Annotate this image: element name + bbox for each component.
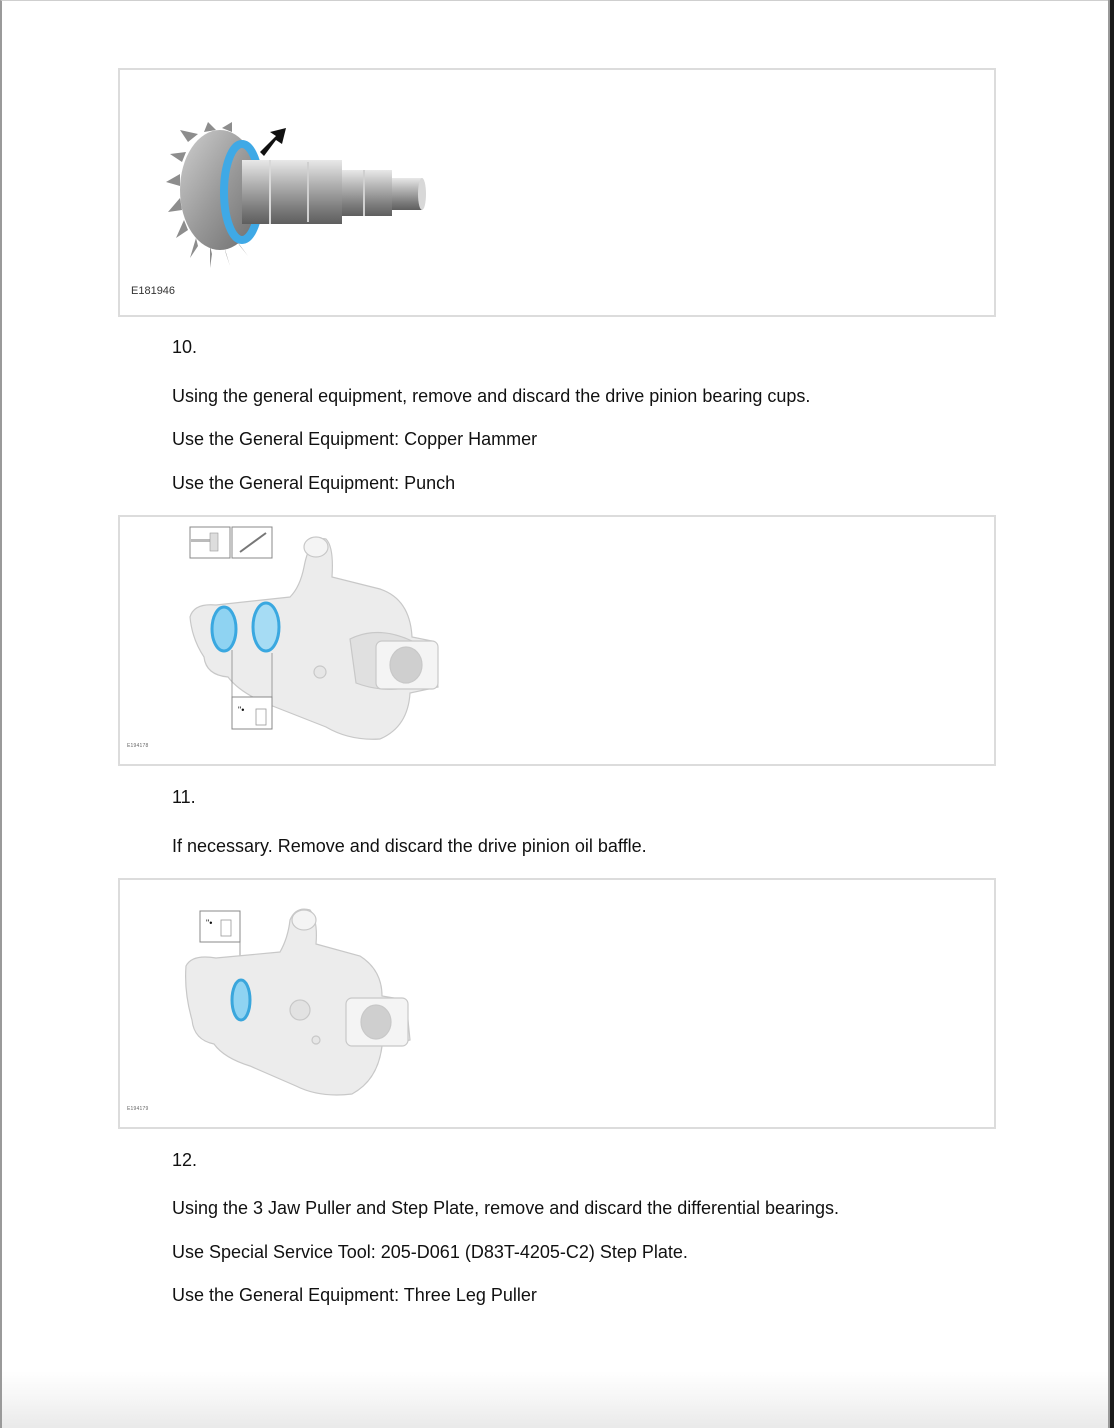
figure-pinion-gear — [118, 68, 996, 317]
svg-text:"•: "• — [206, 918, 213, 928]
tool-icons — [190, 527, 272, 558]
step-tool-requirement: Use the General Equipment: Three Leg Puller — [172, 1285, 537, 1305]
figure-code: E181946 — [131, 285, 176, 297]
step-instruction: Using the general equipment, remove and discard the drive pinion bearing cups. — [172, 386, 811, 406]
oil-baffle-highlight — [232, 980, 250, 1020]
figure-oil-baffle — [118, 878, 996, 1129]
step-instruction: Using the 3 Jaw Puller and Step Plate, remove and discard the differential bearings. — [172, 1198, 840, 1218]
figure-bearing-cups — [118, 515, 996, 766]
differential-housing-illustration — [120, 880, 994, 1127]
svg-text:"•: "• — [238, 705, 245, 715]
step-tool-requirement: Use the General Equipment: Punch — [172, 473, 456, 493]
differential-housing-illustration — [120, 517, 994, 764]
step-number: 10. — [172, 337, 198, 357]
figure-code: E194178 — [127, 743, 149, 749]
step-tool-requirement: Use Special Service Tool: 205-D061 (D83T-4205-C2) Step Plate. — [172, 1242, 688, 1262]
pinion-shaft — [242, 160, 426, 224]
step-tool-requirement: Use the General Equipment: Copper Hammer — [172, 429, 538, 449]
figure-code: E194179 — [127, 1106, 149, 1112]
pointer-arrow-icon — [260, 128, 286, 156]
pinion-gear-illustration — [120, 70, 994, 315]
step-number: 11. — [172, 787, 196, 807]
step-instruction: If necessary. Remove and discard the drive pinion oil baffle. — [172, 836, 647, 856]
step-number: 12. — [172, 1150, 198, 1170]
window-edge — [1108, 0, 1114, 1428]
